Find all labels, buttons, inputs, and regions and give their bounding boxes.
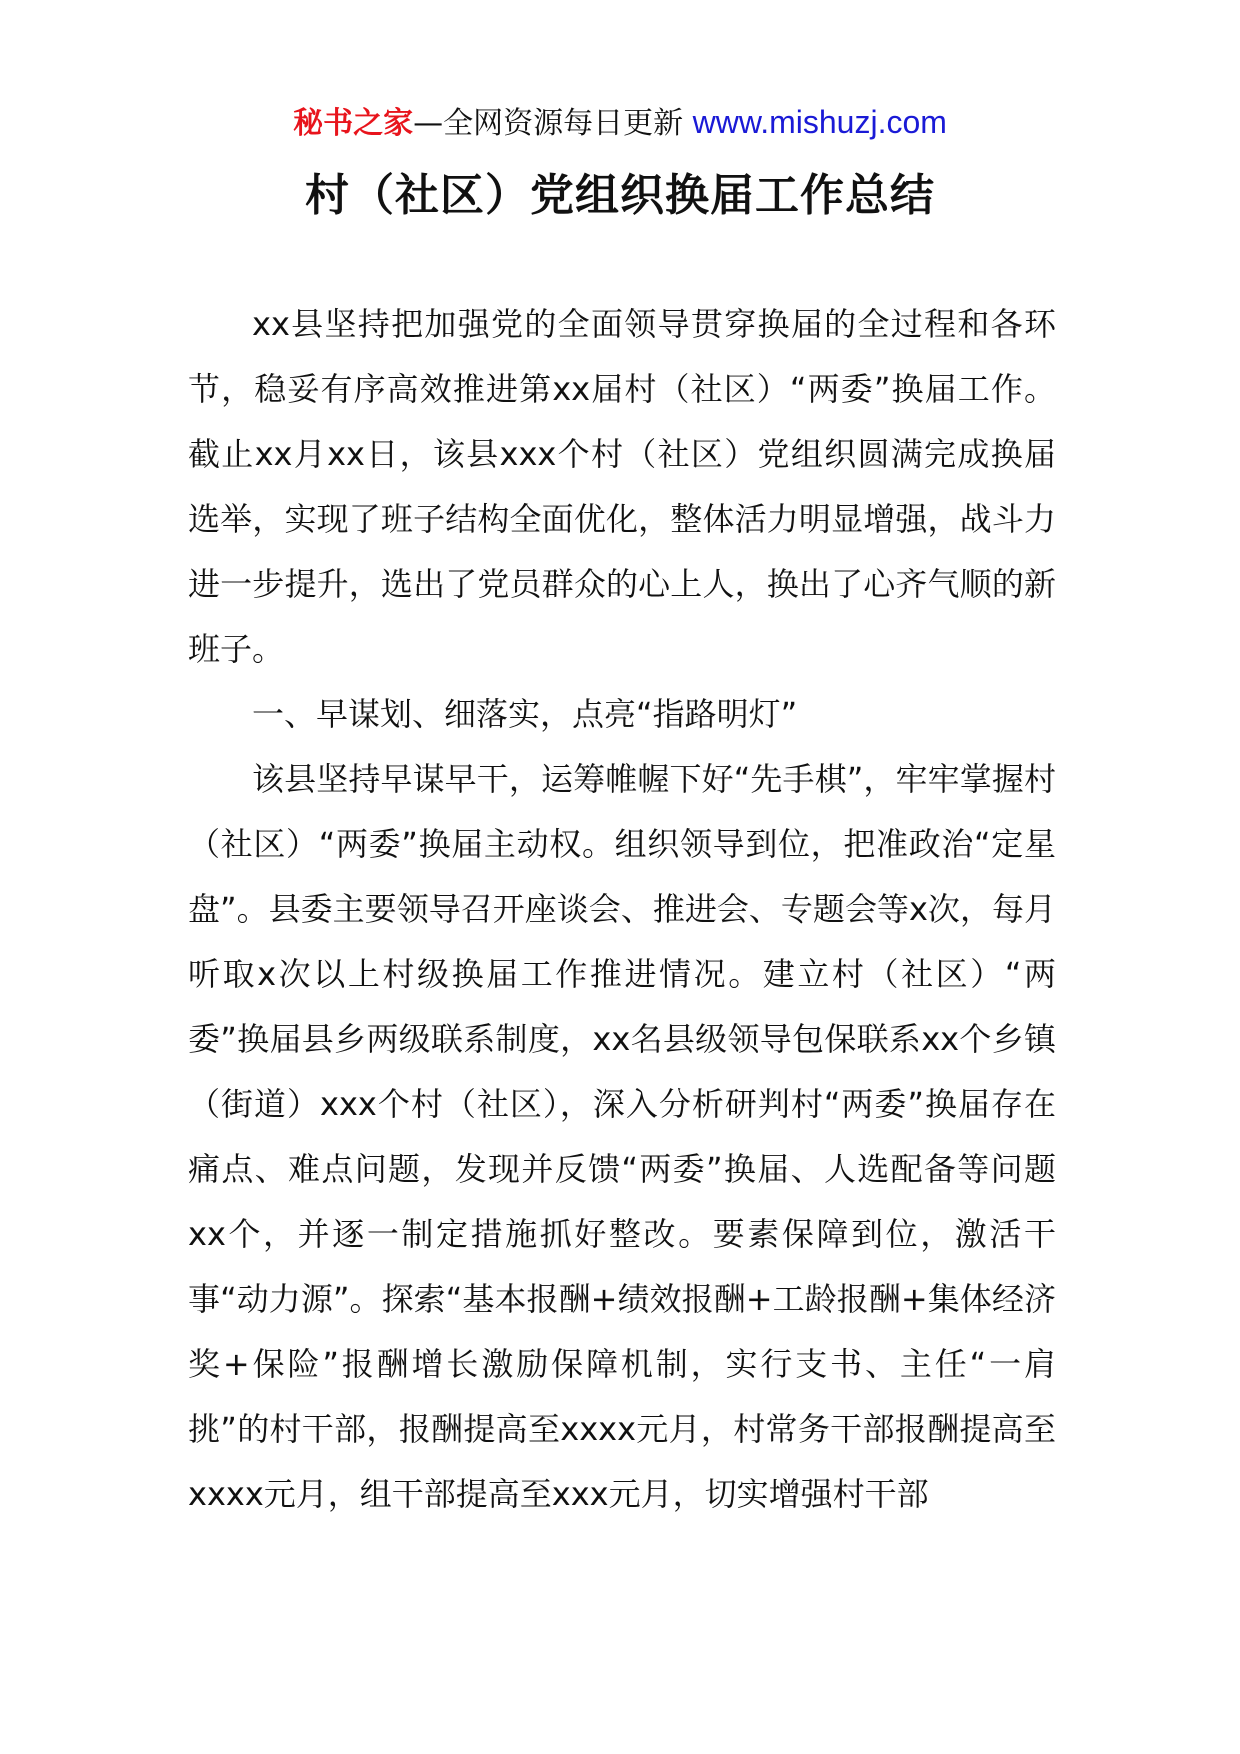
section-heading: 一、早谋划、细落实，点亮“指路明灯”	[252, 695, 798, 733]
site-tagline: —全网资源每日更新	[413, 106, 693, 141]
site-header	[0, 102, 1240, 144]
site-brand: 秘书之家	[293, 106, 414, 141]
intro-paragraph: xx县坚持把加强党的全面领导贯穿换届的全过程和各环节，稳妥有序高效推进第xx届村（社区）“两委”换届工作。截止xx月xx日，该县xxx个村（社区）党组织圆满完成换届选举，实现了班子结构全面优化，整体活力明显增强，战斗力进一步提升，选出了党员群众的心上人，换出了心齐气顺的新班子。	[188, 305, 1056, 668]
document-body	[188, 292, 1056, 1527]
section-paragraph: 该县坚持早谋早干，运筹帷幄下好“先手棋”，牢牢掌握村（社区）“两委”换届主动权。组织领导到位，把准政治“定星盘”。县委主要领导召开座谈会、推进会、专题会等x次，每月听取x次以上村级换届工作推进情况。建立村（社区）“两委”换届县乡两级联系制度，xx名县级领导包保联系xx个乡镇（街道）xxx个村（社区），深入分析研判村“两委”换届存在痛点、难点问题，发现并反馈“两委”换届、人选配备等问题xx个，并逐一制定措施抓好整改。要素保障到位，激活干事“动力源”。探索“基本报酬+绩效报酬+工龄报酬+集体经济奖+保险”报酬增长激励保障机制，实行支书、主任“一肩挑”的村干部，报酬提高至xxxx元月，村常务干部报酬提高至xxxx元月，组干部提高至xxx元月，切实增强村干部	[188, 760, 1056, 1513]
site-url-link[interactable]: www.mishuzj.com	[692, 104, 947, 140]
document-title: 村（社区）党组织换届工作总结	[305, 170, 935, 221]
